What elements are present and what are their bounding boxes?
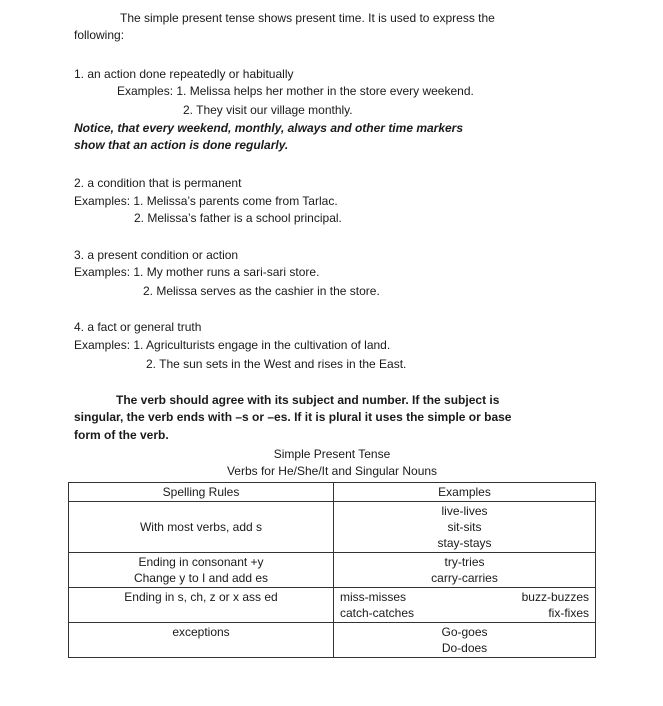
example-item: try-tries <box>444 555 485 569</box>
table-row <box>69 623 596 658</box>
example-pair <box>338 589 591 605</box>
agreement-line-3: form of the verb. <box>74 428 169 442</box>
example-item: catch-catches <box>340 606 415 620</box>
rule-cell: Ending in s, ch, z or x ass ed <box>69 588 334 623</box>
header-examples: Examples <box>334 483 596 502</box>
use-2-example-1: Examples: 1. Melissa’s parents come from Tarlac. <box>74 194 338 208</box>
notice-line-2: show that an action is done regularly. <box>74 138 289 152</box>
table-row <box>69 502 596 553</box>
table-title: Simple Present Tense <box>273 447 391 461</box>
use-2-example-2: 2. Melissa’s father is a school principal. <box>134 211 342 225</box>
table-row <box>69 588 596 623</box>
intro-line-1: The simple present tense shows present time. It is used to express the <box>120 11 495 25</box>
use-3-example-2: 2. Melissa serves as the cashier in the store. <box>143 284 380 298</box>
examples-cell <box>334 553 596 588</box>
use-4-example-1: Examples: 1. Agriculturists engage in the cultivation of land. <box>74 338 391 352</box>
rule-line: Change y to I and add es <box>133 571 269 585</box>
spelling-rules-table <box>68 482 596 658</box>
example-item: miss-misses <box>340 590 406 604</box>
example-item: Do-does <box>441 641 488 655</box>
table-header-row <box>69 483 596 502</box>
use-4-example-2: 2. The sun sets in the West and rises in the East. <box>146 357 407 371</box>
use-2-heading: 2. a condition that is permanent <box>74 176 242 190</box>
example-item: live-lives <box>441 504 488 518</box>
use-1-example-2: 2. They visit our village monthly. <box>183 103 353 117</box>
example-item: sit-sits <box>447 520 482 534</box>
use-1-heading: 1. an action done repeatedly or habitually <box>74 67 294 81</box>
notice-line-1: Notice, that every weekend, monthly, always and other time markers <box>74 121 464 135</box>
example-item: carry-carries <box>431 571 498 585</box>
table-subtitle: Verbs for He/She/It and Singular Nouns <box>226 464 438 478</box>
use-4-heading: 4. a fact or general truth <box>74 320 202 334</box>
header-spelling-rules: Spelling Rules <box>69 483 334 502</box>
table-row <box>69 553 596 588</box>
example-item: Go-goes <box>441 625 488 639</box>
examples-cell <box>334 588 596 623</box>
examples-cell <box>334 502 596 553</box>
rule-line: Ending in consonant +y <box>138 555 264 569</box>
example-item: stay-stays <box>437 536 492 550</box>
example-pair <box>338 605 591 621</box>
rule-cell: With most verbs, add s <box>69 502 334 553</box>
rule-cell: exceptions <box>69 623 334 658</box>
use-3-example-1: Examples: 1. My mother runs a sari-sari store. <box>74 265 320 279</box>
example-item: fix-fixes <box>548 606 589 620</box>
example-item: buzz-buzzes <box>521 590 589 604</box>
examples-cell <box>334 623 596 658</box>
agreement-line-2: singular, the verb ends with –s or –es. If it is plural it uses the simple or base <box>74 410 512 424</box>
intro-line-2: following: <box>74 28 125 42</box>
rule-cell <box>69 553 334 588</box>
use-1-example-1: Examples: 1. Melissa helps her mother in the store every weekend. <box>117 84 474 98</box>
use-3-heading: 3. a present condition or action <box>74 248 239 262</box>
agreement-line-1: The verb should agree with its subject and number. If the subject is <box>116 393 500 407</box>
